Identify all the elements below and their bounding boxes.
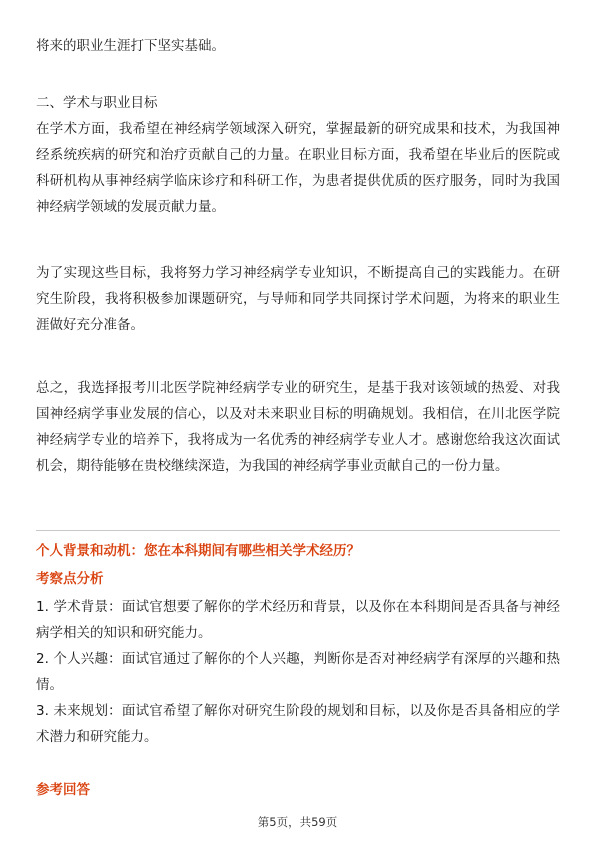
goals-paragraph-2: 为了实现这些目标，我将努力学习神经病学专业知识，不断提高自己的实践能力。在研究生阶段，我将积极参加课题研究，与导师和同学共同探讨学术问题，为将来的职业生涯做好充分准备。: [36, 265, 560, 333]
analysis-point: 2. 个人兴趣：面试官通过了解你的个人兴趣，判断你是否对神经病学有深厚的兴趣和热情。: [36, 651, 560, 693]
page-footer: 第5页，共59页: [257, 815, 338, 829]
interview-question: 个人背景和动机：您在本科期间有哪些相关学术经历？: [36, 543, 360, 559]
analysis-points: [36, 594, 560, 750]
goals-paragraph-1: 在学术方面，我希望在神经病学领域深入研究，掌握最新的研究成果和技术，为我国神经系统疾病的研究和治疗贡献自己的力量。在职业目标方面，我希望在毕业后的医院或科研机构从事神经病学临床诊疗和科研工作，为患者提供优质的医疗服务，同时为我国神经病学领域的发展贡献力量。: [36, 121, 560, 215]
analysis-heading: 考察点分析: [36, 571, 104, 587]
reference-answer-heading: 参考回答: [36, 782, 90, 798]
section-divider: [36, 530, 560, 531]
intro-tail-paragraph: 将来的职业生涯打下坚实基础。: [36, 38, 225, 54]
analysis-point: 1. 学术背景：面试官想要了解你的学术经历和背景，以及你在本科期间是否具备与神经病学相关的知识和研究能力。: [36, 599, 560, 641]
section-heading: 二、学术与职业目标: [36, 95, 158, 111]
conclusion-paragraph: 总之，我选择报考川北医学院神经病学专业的研究生，是基于我对该领域的热爱、对我国神经病学事业发展的信心，以及对未来职业目标的明确规划。我相信，在川北医学院神经病学专业的培养下，我将成为一名优秀的神经病学专业人才。感谢您给我这次面试机会，期待能够在贵校继续深造，为我国的神经病学事业贡献自己的一份力量。: [36, 380, 560, 474]
analysis-point: 3. 未来规划：面试官希望了解你对研究生阶段的规划和目标，以及你是否具备相应的学术潜力和研究能力。: [36, 703, 560, 745]
